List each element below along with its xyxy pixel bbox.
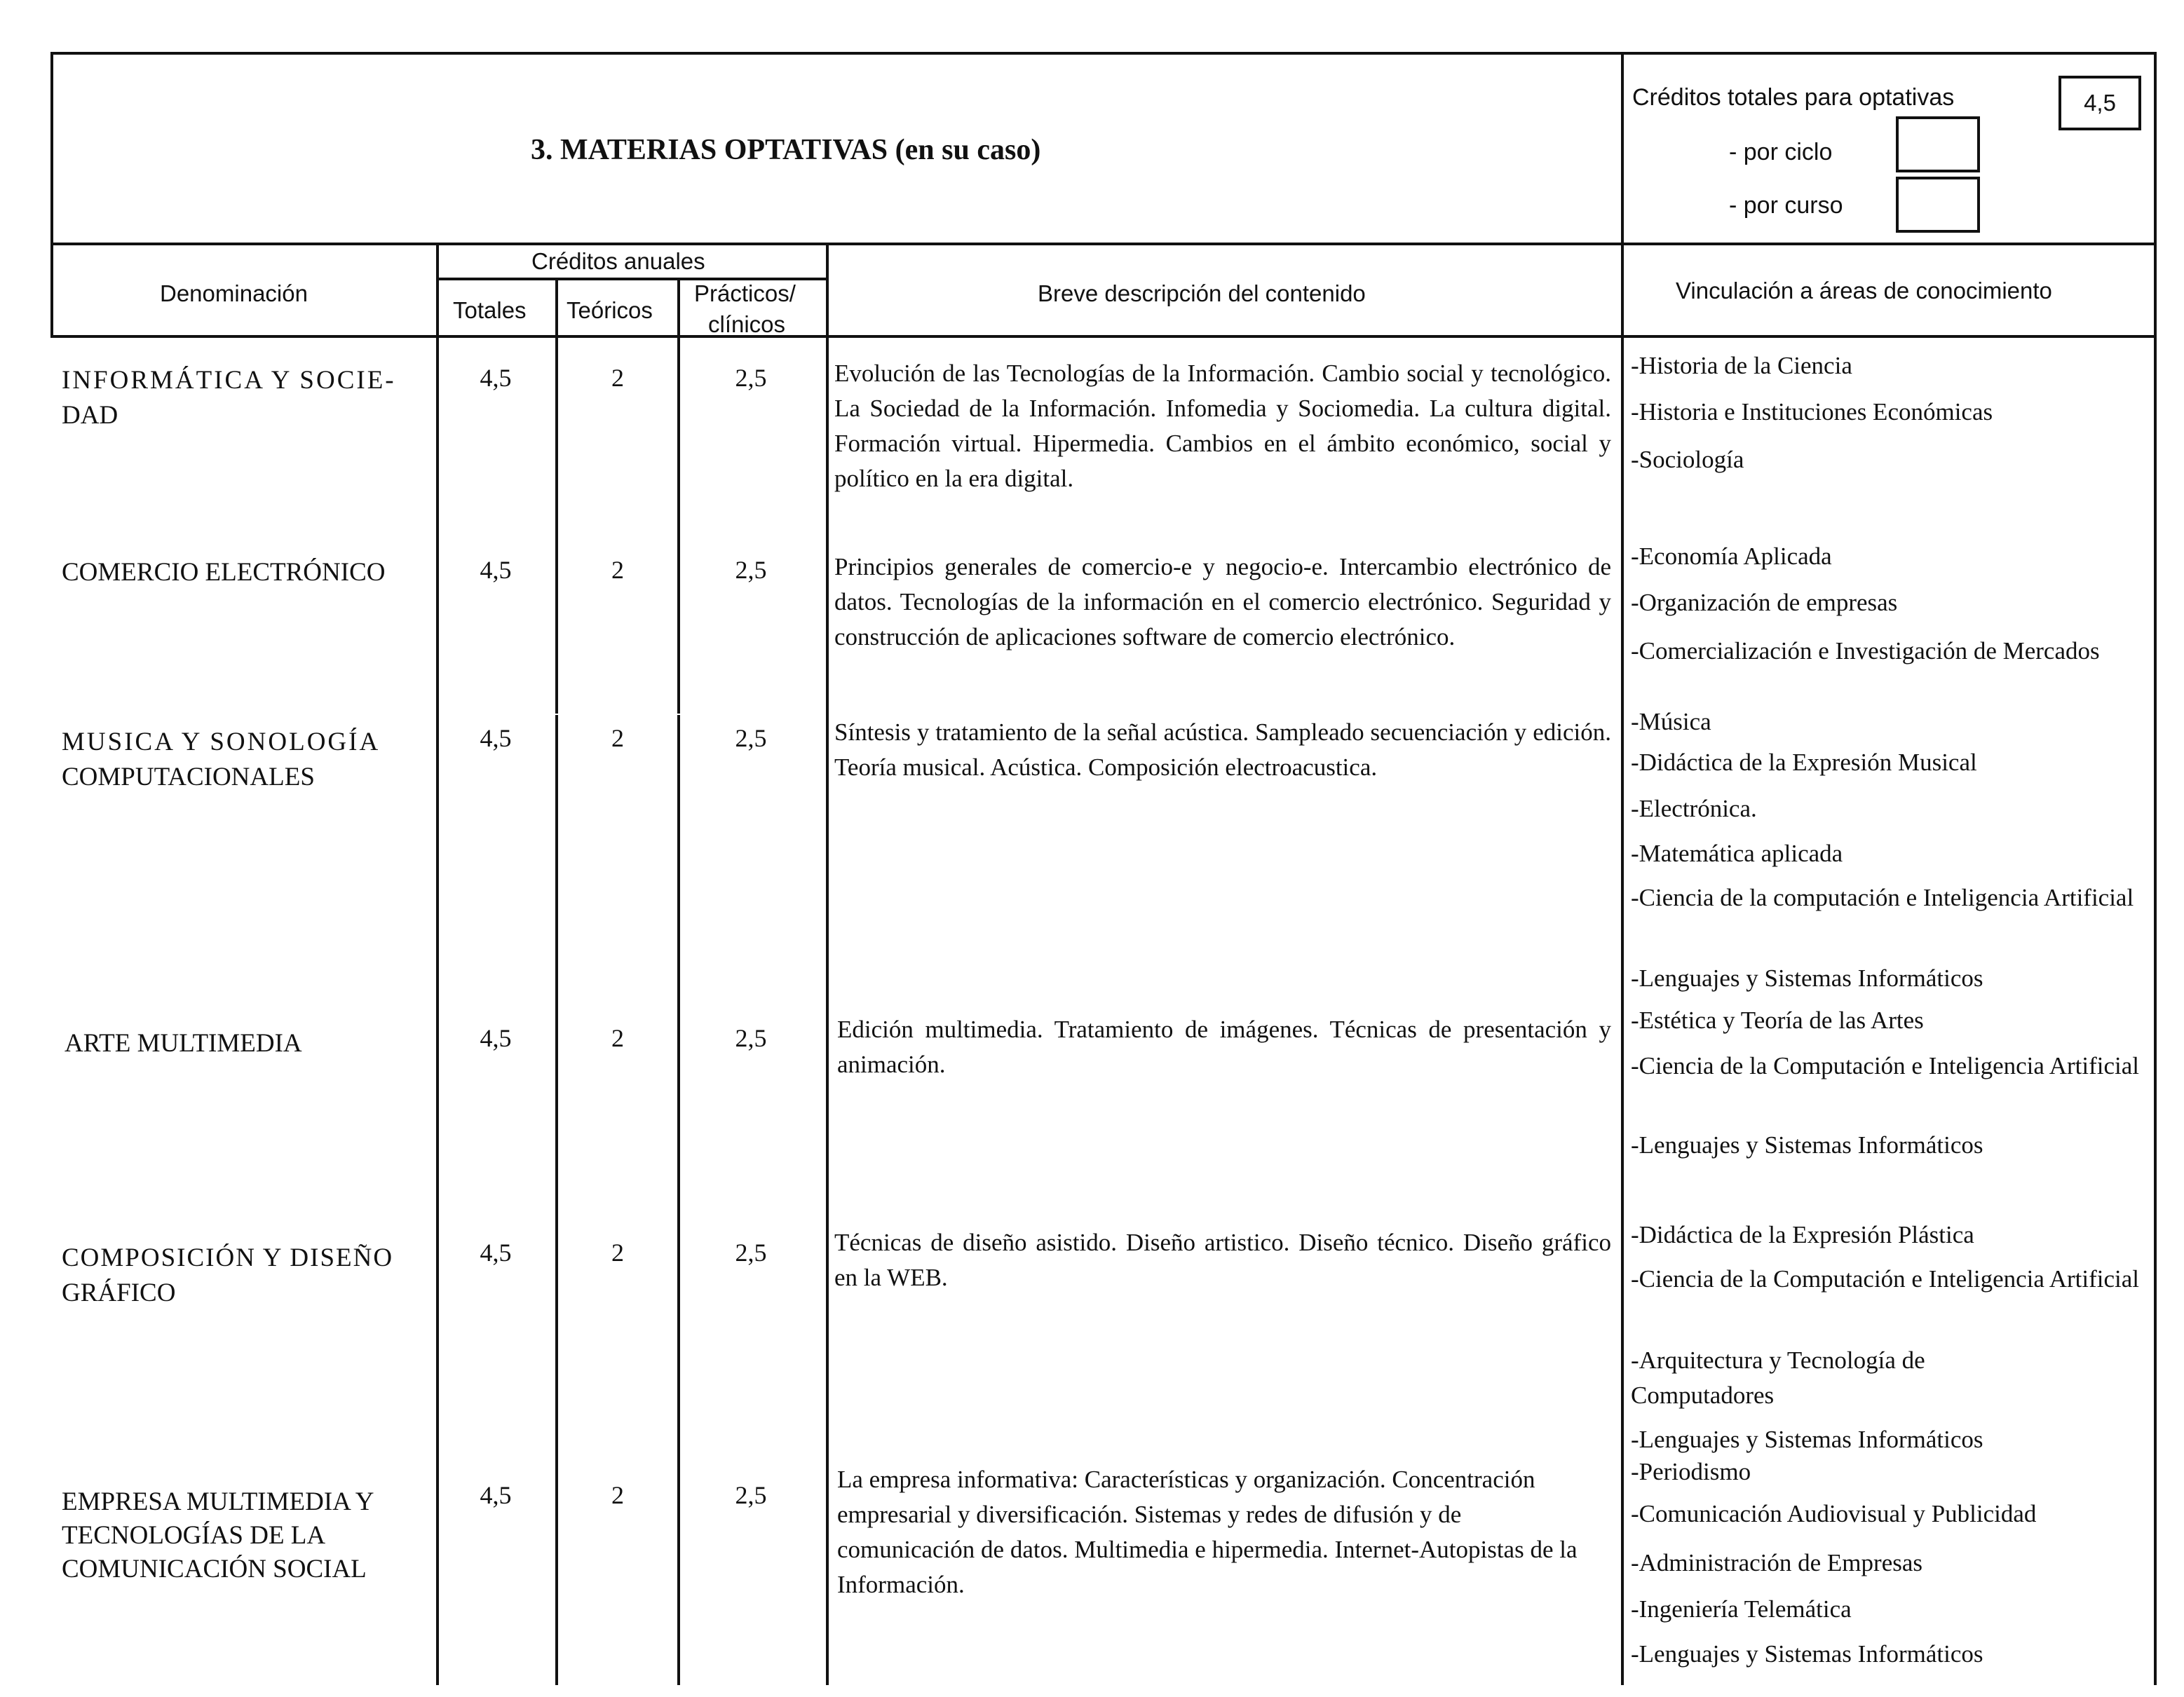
row-name-line: TECNOLOGÍAS DE LA	[62, 1521, 326, 1550]
col-header-totales: Totales	[453, 297, 527, 323]
area-item: -Lenguajes y Sistemas Informáticos	[1631, 965, 1983, 992]
area-item: -Ciencia de la Computación e Inteligencia Artificial	[1631, 1265, 2140, 1293]
area-item: -Historia e Instituciones Económicas	[1631, 398, 1993, 425]
row-description: La empresa informativa: Características y organización. Concentración empresarial y diversificación. Sistemas y redes de difusión y de comunicación de datos. Multimedia e hipermedia. Internet-Autopistas de la Información.	[837, 1466, 1578, 1598]
row-description: Edición multimedia. Tratamiento de imágenes. Técnicas de presentación y animación.	[837, 1016, 1611, 1078]
row-practicos: 2,5	[735, 1239, 767, 1267]
area-item: -Música	[1631, 708, 1711, 735]
row-practicos: 2,5	[735, 724, 767, 752]
col-line-descripcion	[826, 243, 829, 1685]
col-line-practicos	[677, 279, 680, 714]
area-item: -Lenguajes y Sistemas Informáticos	[1631, 1426, 1983, 1453]
area-item: -Comercialización e Investigación de Mercados	[1631, 637, 2100, 665]
col-header-creditos-anuales: Créditos anuales	[531, 248, 705, 274]
col-header-descripcion: Breve descripción del contenido	[1038, 280, 1366, 306]
row-name-line: MUSICA Y SONOLOGÍA	[62, 728, 381, 756]
area-item: -Estética y Teoría de las Artes	[1631, 1007, 1924, 1034]
row-teoricos: 2	[611, 1481, 624, 1509]
col-header-practicos-line1: Prácticos/	[694, 280, 796, 306]
row-name-line: COMERCIO ELECTRÓNICO	[62, 558, 386, 587]
row-description: Técnicas de diseño asistido. Diseño artistico. Diseño técnico. Diseño gráfico en la WEB.	[834, 1229, 1611, 1291]
row-name-line: COMPUTACIONALES	[62, 763, 315, 791]
area-item: -Administración de Empresas	[1631, 1549, 1923, 1576]
row-teoricos: 2	[611, 556, 624, 584]
header-bottom-border	[50, 243, 2157, 245]
area-item: -Didáctica de la Expresión Plástica	[1631, 1221, 1974, 1248]
table-left-border	[50, 52, 53, 338]
por-ciclo-label: - por ciclo	[1729, 139, 1833, 165]
creditos-totales-value: 4,5	[2084, 90, 2116, 116]
row-name-line: COMUNICACIÓN SOCIAL	[62, 1555, 367, 1583]
row-name-line: DAD	[62, 401, 118, 430]
row-practicos: 2,5	[735, 556, 767, 584]
row-totales: 4,5	[480, 724, 512, 752]
col-header-denominacion: Denominación	[160, 280, 308, 306]
table-right-border	[2154, 52, 2157, 1685]
area-item: -Economía Aplicada	[1631, 543, 1832, 570]
col-line-teoricos-lower	[555, 715, 558, 1685]
row-description: Evolución de las Tecnologías de la Información. Cambio social y tecnológico. La Sociedad de la Información. Infomedia y Sociomedia. La cultura digital. Formación virtual. Hipermedia. Cambios en el ámbito económico, social y político en la era digital.	[834, 360, 1611, 492]
creditos-totales-label: Créditos totales para optativas	[1632, 84, 1955, 111]
row-practicos: 2,5	[735, 364, 767, 392]
col-header-practicos-line2: clínicos	[708, 311, 786, 337]
row-name-line: COMPOSICIÓN Y DISEÑO	[62, 1243, 394, 1272]
col-line-practicos-lower	[677, 715, 680, 1685]
row-totales: 4,5	[480, 1024, 512, 1052]
row-totales: 4,5	[480, 1481, 512, 1509]
row-name-line: EMPRESA MULTIMEDIA Y	[62, 1487, 374, 1516]
row-name-line: ARTE MULTIMEDIA	[65, 1029, 302, 1058]
row-teoricos: 2	[611, 1239, 624, 1267]
header-split-line	[1621, 52, 1624, 1685]
row-totales: 4,5	[480, 1239, 512, 1267]
column-header-bottom-border	[50, 335, 2157, 338]
col-line-totales	[436, 243, 439, 1685]
row-description: Principios generales de comercio-e y negocio-e. Intercambio electrónico de datos. Tecnologías de la información en el comercio electrónico. Seguridad y construcción de aplicaciones software de comercio electrónico.	[834, 553, 1611, 650]
area-item: -Matemática aplicada	[1631, 840, 1843, 867]
row-teoricos: 2	[611, 724, 624, 752]
row-name-line: GRÁFICO	[62, 1279, 176, 1307]
col-line-teoricos	[555, 279, 558, 714]
row-description: Síntesis y tratamiento de la señal acústica. Sampleado secuenciación y edición. Teoría musical. Acústica. Composición electroacustica.	[834, 718, 1611, 781]
area-item: -Ciencia de la computación e Inteligencia Artificial	[1631, 884, 2134, 911]
area-item: -Comunicación Audiovisual y Publicidad	[1631, 1500, 2037, 1527]
col-header-teoricos: Teóricos	[567, 297, 653, 323]
area-item: -Periodismo	[1631, 1458, 1751, 1485]
row-totales: 4,5	[480, 556, 512, 584]
area-item: -Arquitectura y Tecnología de Computadores	[1631, 1347, 1925, 1409]
row-practicos: 2,5	[735, 1481, 767, 1509]
area-item: -Ingeniería Telemática	[1631, 1595, 1852, 1623]
creditos-totales-box	[2058, 76, 2141, 130]
table-top-border	[50, 52, 2157, 55]
row-totales: 4,5	[480, 364, 512, 392]
row-name-line: INFORMÁTICA Y SOCIE-	[62, 366, 396, 395]
area-item: -Organización de empresas	[1631, 589, 1898, 616]
area-item: -Ciencia de la Computación e Inteligencia Artificial	[1631, 1052, 2140, 1079]
row-teoricos: 2	[611, 1024, 624, 1052]
por-ciclo-box	[1896, 116, 1980, 172]
area-item: -Lenguajes y Sistemas Informáticos	[1631, 1131, 1983, 1159]
area-item: -Sociología	[1631, 446, 1744, 473]
area-item: -Electrónica.	[1631, 795, 1757, 822]
page-title: 3. MATERIAS OPTATIVAS (en su caso)	[531, 134, 1041, 166]
row-practicos: 2,5	[735, 1024, 767, 1052]
col-header-vinculacion: Vinculación a áreas de conocimiento	[1676, 278, 2052, 304]
area-item: -Didáctica de la Expresión Musical	[1631, 749, 1977, 776]
area-item: -Lenguajes y Sistemas Informáticos	[1631, 1640, 1983, 1668]
row-teoricos: 2	[611, 364, 624, 392]
por-curso-box	[1896, 177, 1980, 233]
area-item: -Historia de la Ciencia	[1631, 352, 1852, 379]
por-curso-label: - por curso	[1729, 192, 1843, 219]
